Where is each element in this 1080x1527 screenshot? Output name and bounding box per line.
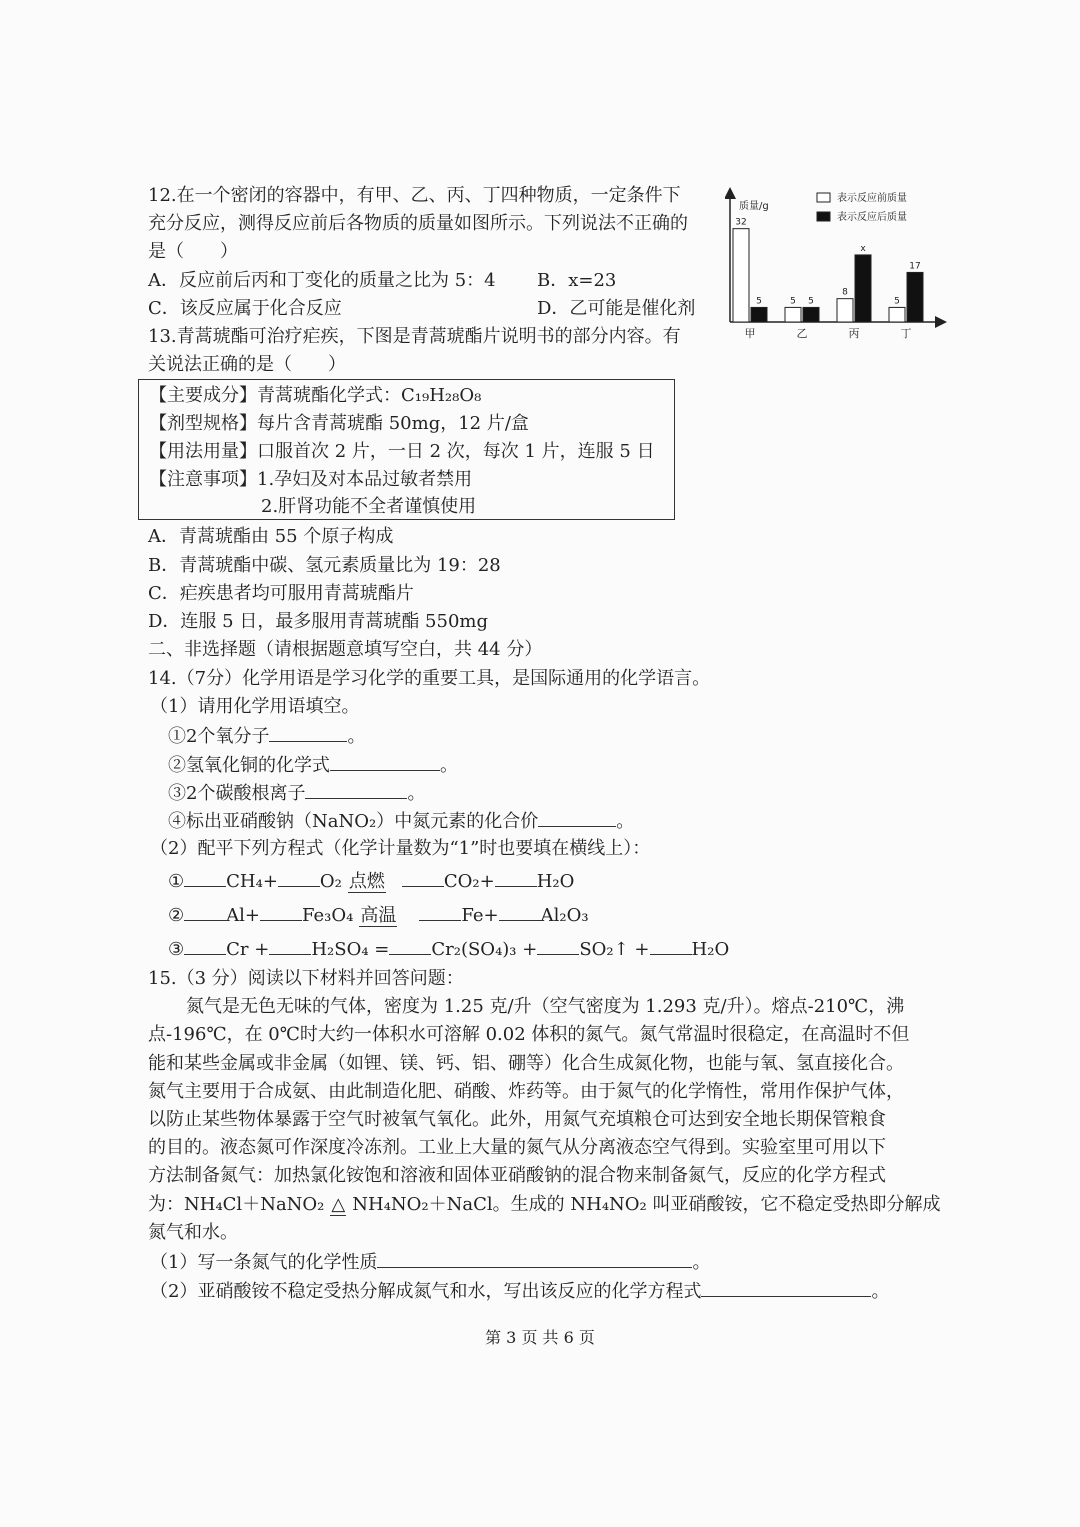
q13-option-d: D．连服 5 日，最多服用青蒿琥酯 550mg <box>148 611 488 632</box>
coefficient-blank[interactable] <box>269 934 311 955</box>
ingredients-label: 【主要成分】 <box>149 385 257 406</box>
equation-1 <box>168 866 574 896</box>
legend-after-label: 表示反应后质量 <box>837 212 907 223</box>
box-row-ingredients <box>149 382 481 410</box>
section-heading: 二、非选择题（请根据题意填写空白，共 44 分） <box>148 639 543 660</box>
drug-instructions-box <box>138 379 675 520</box>
q13-stem-line2: 关说法正确的是（ ） <box>148 354 346 375</box>
ingredients-text: 青蒿琥酯化学式： <box>257 385 401 406</box>
page-footer: 第 3 页 共 6 页 <box>485 1328 595 1347</box>
dosage-label: 【用法用量】 <box>149 441 257 462</box>
coefficient-blank[interactable] <box>184 866 226 887</box>
box-row-precautions <box>149 466 472 494</box>
category-label: 丙 <box>848 327 860 340</box>
coefficient-blank[interactable] <box>537 934 579 955</box>
equation-3 <box>168 934 729 964</box>
bar-value-label: 5 <box>790 296 796 307</box>
q15-passage-line2: 点-196℃，在 0℃时大约一体积水可溶解 0.02 体积的氮气。氮气常温时很稳定，在高温时不但 <box>148 1024 910 1045</box>
q12-stem-line3: 是（ ） <box>148 241 238 262</box>
formula: H₂O <box>536 871 575 892</box>
bar-value-label: 5 <box>808 296 814 307</box>
formula: SO₂↑ + <box>579 939 650 960</box>
q14-item3-text: ③2个碳酸根离子 <box>168 783 306 804</box>
q15-subquestion-1 <box>150 1247 710 1277</box>
period: 。 <box>407 783 426 804</box>
coefficient-blank[interactable] <box>402 866 444 887</box>
coefficient-blank[interactable] <box>260 900 302 921</box>
formula: Fe+ <box>461 905 499 926</box>
q14-item4-text: ④标出亚硝酸钠（NaNO₂）中氮元素的化合价 <box>168 811 539 832</box>
specification-label: 【剂型规格】 <box>149 413 257 434</box>
q15-passage-line8 <box>148 1191 940 1219</box>
q14-stem: 14.（7分）化学用语是学习化学的重要工具，是国际通用的化学语言。 <box>148 668 711 689</box>
bar-before-1 <box>733 229 749 322</box>
period: 。 <box>692 1252 711 1273</box>
q15-passage-line9: 氮气和水。 <box>148 1222 238 1243</box>
formula: Cr₂(SO₄)₃ + <box>431 939 538 960</box>
formula: H₂SO₄ = <box>311 939 390 960</box>
precautions-text-2: 2.肝肾功能不全者谨慎使用 <box>261 496 477 517</box>
legend-before-swatch <box>817 193 830 202</box>
coefficient-blank[interactable] <box>499 900 541 921</box>
q15-stem: 15.（3 分）阅读以下材料并回答问题： <box>148 968 464 989</box>
bar-value-label: 5 <box>756 296 762 307</box>
q15-subquestion-2 <box>150 1276 889 1306</box>
q13-option-c: C．疟疾患者均可服用青蒿琥酯片 <box>148 583 414 604</box>
bar-value-label: 17 <box>909 261 921 272</box>
q12-option-b: B．x=23 <box>537 270 617 291</box>
precautions-text-1: 1.孕妇及对本品过敏者禁用 <box>257 469 473 490</box>
specification-text: 每片含青蒿琥酯 50mg，12 片/盒 <box>257 413 529 434</box>
equation-number: ③ <box>168 939 185 960</box>
legend-after-swatch <box>817 212 830 221</box>
answer-blank[interactable] <box>305 778 407 799</box>
q15-passage-line4: 氮气主要用于合成氨、由此制造化肥、硝酸、炸药等。由于氮气的化学惰性，常用作保护气体， <box>148 1081 904 1102</box>
coefficient-blank[interactable] <box>278 866 320 887</box>
q12-option-d: D．乙可能是催化剂 <box>537 298 696 319</box>
bar-value-label: 32 <box>735 217 747 228</box>
reaction-condition: 高温 <box>360 905 397 926</box>
precautions-label: 【注意事项】 <box>149 469 257 490</box>
mass-bar-chart-svg <box>725 185 955 345</box>
bar-after-3 <box>855 255 871 322</box>
q13-option-b: B．青蒿琥酯中碳、氢元素质量比为 19：28 <box>148 555 501 576</box>
coefficient-blank[interactable] <box>650 934 692 955</box>
q15-passage-line7: 方法制备氮气：加热氯化铵饱和溶液和固体亚硝酸钠的混合物来制备氮气，反应的化学方程式 <box>148 1165 886 1186</box>
equation-products-text: NH₄NO₂＋NaCl。生成的 NH₄NO₂ 叫亚硝酸铵，它不稳定受热即分解成 <box>352 1194 941 1215</box>
coefficient-blank[interactable] <box>495 866 537 887</box>
q14-item4 <box>168 806 634 836</box>
bar-before-3 <box>837 299 853 322</box>
formula: O₂ <box>319 871 342 892</box>
q15-passage-line6: 的目的。液态氮可作深度冷冻剂。工业上大量的氮气从分离液态空气得到。实验室里可用以下 <box>148 1137 886 1158</box>
formula: Al₂O₃ <box>540 905 589 926</box>
q14-item3 <box>168 778 425 808</box>
reaction-condition: 点燃 <box>348 871 385 892</box>
coefficient-blank[interactable] <box>389 934 431 955</box>
q14-part2: （2）配平下列方程式（化学计量数为“1”时也要填在横线上）： <box>150 838 651 859</box>
formula: CO₂+ <box>443 871 495 892</box>
answer-blank[interactable] <box>377 1247 692 1268</box>
equation-number: ① <box>168 871 185 892</box>
coefficient-blank[interactable] <box>419 900 461 921</box>
bar-value-label: 5 <box>894 296 900 307</box>
period: 。 <box>871 1281 890 1302</box>
legend-before-label: 表示反应前质量 <box>837 193 907 204</box>
dosage-text: 口服首次 2 片，一日 2 次，每次 1 片，连服 5 日 <box>257 441 655 462</box>
q13-stem-line1: 13.青蒿琥酯可治疗疟疾，下图是青蒿琥酯片说明书的部分内容。有 <box>148 326 681 347</box>
equation-2 <box>168 900 589 930</box>
equation-reactants: 为：NH₄Cl＋NaNO₂ <box>148 1194 325 1215</box>
q12-option-a: A．反应前后丙和丁变化的质量之比为 5：4 <box>148 270 496 291</box>
box-row-specification <box>149 410 529 438</box>
formula: Fe₃O₄ <box>301 905 354 926</box>
formula: Al+ <box>226 905 260 926</box>
period: 。 <box>440 755 458 776</box>
bar-after-1 <box>751 307 767 322</box>
answer-blank[interactable] <box>538 806 616 827</box>
period: 。 <box>616 811 635 832</box>
category-label: 甲 <box>744 327 756 340</box>
formula: Cr + <box>226 939 270 960</box>
bar-after-2 <box>803 307 819 322</box>
bar-before-4 <box>889 307 905 322</box>
answer-blank[interactable] <box>701 1276 871 1297</box>
bar-after-4 <box>907 272 923 322</box>
bar-before-2 <box>785 307 801 322</box>
bar-value-label: 8 <box>842 287 848 298</box>
heat-condition: △ <box>331 1194 346 1215</box>
formula: H₂O <box>691 939 730 960</box>
coefficient-blank[interactable] <box>184 900 226 921</box>
q15-s1-text: （1）写一条氮气的化学性质 <box>150 1252 378 1273</box>
q12-stem-line2: 充分反应，测得反应前后各物质的质量如图所示。下列说法不正确的 <box>148 213 688 234</box>
mass-bar-chart <box>725 185 955 345</box>
q14-part1: （1）请用化学用语填空。 <box>150 696 360 717</box>
q12-option-c: C．该反应属于化合反应 <box>148 298 342 319</box>
q14-item2-text: ②氢氧化铜的化学式 <box>168 755 330 776</box>
coefficient-blank[interactable] <box>184 934 226 955</box>
q13-option-a: A．青蒿琥酯由 55 个原子构成 <box>148 526 394 547</box>
bar-value-label: x <box>860 243 866 254</box>
period: 。 <box>347 726 366 747</box>
answer-blank[interactable] <box>330 750 440 771</box>
q15-s2-text: （2）亚硝酸铵不稳定受热分解成氮气和水，写出该反应的化学方程式 <box>150 1281 702 1302</box>
formula: CH₄+ <box>226 871 278 892</box>
q12-stem-line1: 12.在一个密闭的容器中，有甲、乙、丙、丁四种物质，一定条件下 <box>148 185 681 206</box>
q15-passage-line5: 以防止某些物体暴露于空气时被氧气氧化。此外，用氮气充填粮仓可达到安全地长期保管粮食 <box>148 1109 886 1130</box>
box-row-dosage <box>149 438 655 466</box>
category-label: 丁 <box>900 327 912 340</box>
q15-passage-line3: 能和某些金属或非金属（如锂、镁、钙、铝、硼等）化合生成氮化物，也能与氧、氢直接化合。 <box>148 1053 904 1074</box>
q15-passage-line1: 氮气是无色无味的气体，密度为 1.25 克/升（空气密度为 1.293 克/升）。熔点-210℃，沸 <box>186 996 905 1017</box>
answer-blank[interactable] <box>269 721 347 742</box>
q14-item2 <box>168 750 458 780</box>
q14-item1-text: ①2个氧分子 <box>168 726 270 747</box>
equation-number: ② <box>168 905 185 926</box>
q14-item1 <box>168 721 365 751</box>
ingredients-formula: C₁₉H₂₈O₈ <box>401 385 482 406</box>
y-axis-label: 质量/g <box>739 201 769 212</box>
category-label: 乙 <box>796 327 808 340</box>
